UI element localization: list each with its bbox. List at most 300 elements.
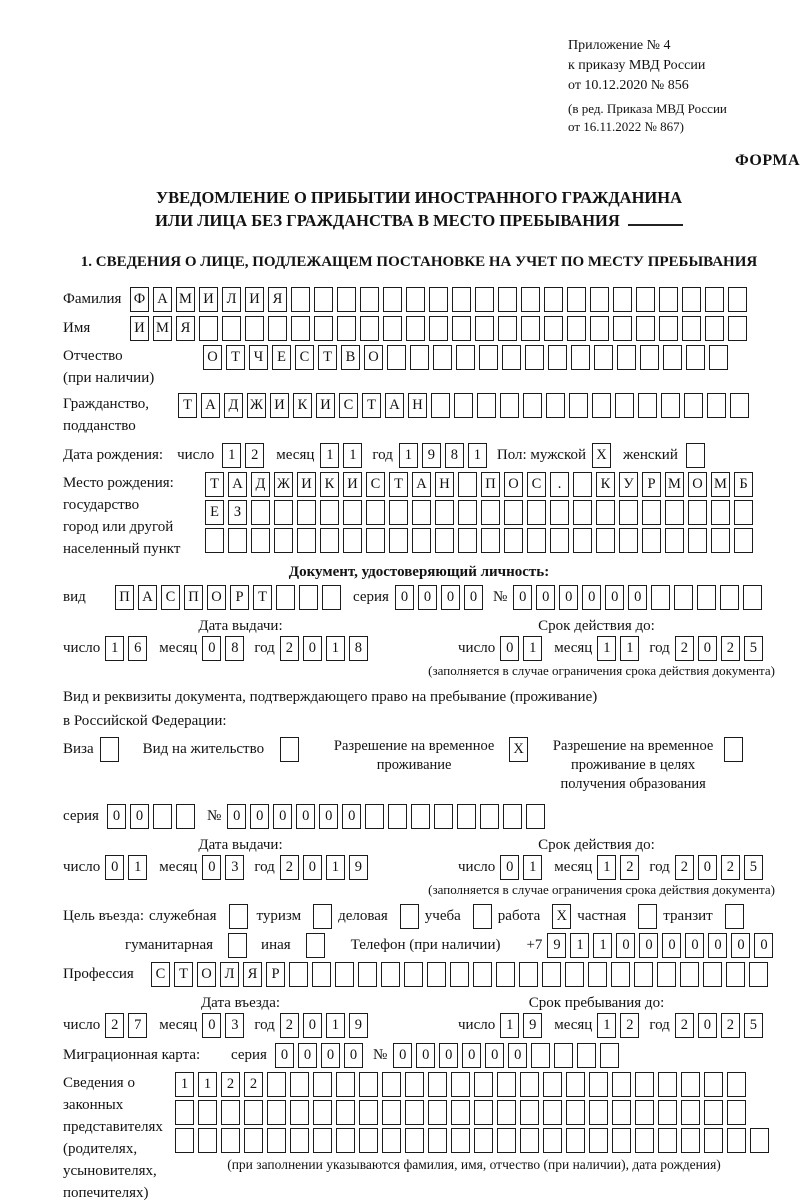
form-cell[interactable]: Ф	[130, 287, 149, 312]
form-cell[interactable]: А	[385, 393, 404, 418]
form-cell[interactable]: 0	[698, 1013, 717, 1038]
form-cell[interactable]	[458, 500, 477, 525]
form-cell[interactable]	[498, 316, 517, 341]
form-cell[interactable]	[297, 500, 316, 525]
form-cell[interactable]: 0	[485, 1043, 504, 1068]
form-cell[interactable]	[479, 345, 498, 370]
form-cell[interactable]	[550, 500, 569, 525]
form-cell[interactable]: Л	[220, 962, 239, 987]
form-cell[interactable]	[665, 528, 684, 553]
form-cell[interactable]: 0	[439, 1043, 458, 1068]
form-cell[interactable]	[320, 500, 339, 525]
form-cell[interactable]: О	[364, 345, 383, 370]
form-cell[interactable]	[635, 1072, 654, 1097]
form-cell[interactable]: 0	[754, 933, 773, 958]
form-cell[interactable]	[619, 528, 638, 553]
form-cell[interactable]	[474, 1128, 493, 1153]
form-cell[interactable]	[222, 316, 241, 341]
form-cell[interactable]: 1	[175, 1072, 194, 1097]
form-cell[interactable]	[475, 316, 494, 341]
form-cell[interactable]	[665, 500, 684, 525]
form-cell[interactable]	[734, 528, 753, 553]
form-cell[interactable]: 1	[320, 443, 339, 468]
form-cell[interactable]: 5	[744, 855, 763, 880]
form-cell[interactable]	[458, 472, 477, 497]
form-cell[interactable]	[688, 500, 707, 525]
form-cell[interactable]	[359, 1072, 378, 1097]
form-cell[interactable]: 9	[349, 1013, 368, 1038]
form-cell[interactable]: 1	[468, 443, 487, 468]
form-cell[interactable]	[411, 804, 430, 829]
form-cell[interactable]	[221, 1128, 240, 1153]
form-cell[interactable]: 2	[280, 636, 299, 661]
form-cell[interactable]: 2	[721, 636, 740, 661]
form-cell[interactable]	[452, 287, 471, 312]
form-cell[interactable]	[428, 1100, 447, 1125]
form-cell[interactable]: 2	[280, 1013, 299, 1038]
form-cell[interactable]	[290, 1128, 309, 1153]
form-cell[interactable]	[526, 804, 545, 829]
form-cell[interactable]	[454, 393, 473, 418]
form-cell[interactable]: 8	[225, 636, 244, 661]
checkbox-male[interactable]: X	[592, 443, 611, 468]
form-cell[interactable]	[451, 1072, 470, 1097]
form-cell[interactable]: 1	[523, 855, 542, 880]
form-cell[interactable]	[651, 585, 670, 610]
form-cell[interactable]	[566, 1128, 585, 1153]
form-cell[interactable]: 9	[547, 933, 566, 958]
form-cell[interactable]	[707, 393, 726, 418]
form-cell[interactable]	[504, 528, 523, 553]
form-cell[interactable]	[523, 393, 542, 418]
form-cell[interactable]	[657, 962, 676, 987]
form-cell[interactable]: 0	[662, 933, 681, 958]
form-cell[interactable]	[638, 393, 657, 418]
form-cell[interactable]	[589, 1072, 608, 1097]
form-cell[interactable]	[543, 1128, 562, 1153]
form-cell[interactable]	[498, 287, 517, 312]
form-cell[interactable]	[734, 500, 753, 525]
form-cell[interactable]	[589, 1100, 608, 1125]
form-cell[interactable]	[711, 528, 730, 553]
form-cell[interactable]	[429, 316, 448, 341]
form-cell[interactable]	[336, 1072, 355, 1097]
form-cell[interactable]	[571, 345, 590, 370]
checkbox-visa[interactable]	[100, 737, 119, 762]
form-cell[interactable]	[175, 1128, 194, 1153]
form-cell[interactable]	[198, 1128, 217, 1153]
form-cell[interactable]	[704, 1128, 723, 1153]
form-cell[interactable]: 0	[582, 585, 601, 610]
form-cell[interactable]	[205, 528, 224, 553]
form-cell[interactable]	[480, 804, 499, 829]
form-cell[interactable]	[343, 528, 362, 553]
form-cell[interactable]: И	[130, 316, 149, 341]
form-cell[interactable]	[596, 528, 615, 553]
form-cell[interactable]	[313, 1072, 332, 1097]
form-cell[interactable]	[389, 500, 408, 525]
form-cell[interactable]: Т	[178, 393, 197, 418]
form-cell[interactable]: Р	[642, 472, 661, 497]
form-cell[interactable]	[314, 287, 333, 312]
form-cell[interactable]	[554, 1043, 573, 1068]
form-cell[interactable]: 1	[597, 636, 616, 661]
form-cell[interactable]	[617, 345, 636, 370]
form-cell[interactable]: 9	[523, 1013, 542, 1038]
form-cell[interactable]	[704, 1100, 723, 1125]
form-cell[interactable]	[730, 393, 749, 418]
checkbox-residence-permit[interactable]	[280, 737, 299, 762]
form-cell[interactable]	[474, 1100, 493, 1125]
form-cell[interactable]	[320, 528, 339, 553]
form-cell[interactable]: 1	[222, 443, 241, 468]
form-cell[interactable]: 1	[105, 636, 124, 661]
form-cell[interactable]	[290, 1072, 309, 1097]
form-cell[interactable]	[544, 316, 563, 341]
form-cell[interactable]: 2	[675, 855, 694, 880]
form-cell[interactable]	[481, 528, 500, 553]
form-cell[interactable]	[566, 1072, 585, 1097]
form-cell[interactable]	[527, 500, 546, 525]
form-cell[interactable]	[520, 1072, 539, 1097]
form-cell[interactable]	[382, 1128, 401, 1153]
form-cell[interactable]: 0	[107, 804, 126, 829]
form-cell[interactable]: Д	[251, 472, 270, 497]
form-cell[interactable]	[313, 1100, 332, 1125]
form-cell[interactable]	[336, 1128, 355, 1153]
form-cell[interactable]	[274, 500, 293, 525]
form-cell[interactable]: И	[270, 393, 289, 418]
form-cell[interactable]	[451, 1100, 470, 1125]
form-cell[interactable]	[550, 528, 569, 553]
form-cell[interactable]: А	[228, 472, 247, 497]
form-cell[interactable]	[504, 500, 523, 525]
form-cell[interactable]: 1	[326, 636, 345, 661]
form-cell[interactable]: 0	[303, 1013, 322, 1038]
form-cell[interactable]: 2	[105, 1013, 124, 1038]
form-cell[interactable]	[573, 500, 592, 525]
form-cell[interactable]: 0	[202, 636, 221, 661]
form-cell[interactable]: Т	[318, 345, 337, 370]
form-cell[interactable]	[642, 528, 661, 553]
form-cell[interactable]: И	[199, 287, 218, 312]
form-cell[interactable]	[477, 393, 496, 418]
form-cell[interactable]	[175, 1100, 194, 1125]
form-cell[interactable]	[686, 345, 705, 370]
form-cell[interactable]	[543, 1072, 562, 1097]
form-cell[interactable]: 0	[275, 1043, 294, 1068]
form-cell[interactable]	[336, 1100, 355, 1125]
form-cell[interactable]	[727, 1072, 746, 1097]
form-cell[interactable]: 0	[462, 1043, 481, 1068]
form-cell[interactable]	[726, 962, 745, 987]
form-cell[interactable]	[313, 1128, 332, 1153]
form-cell[interactable]	[566, 1100, 585, 1125]
form-cell[interactable]	[267, 1072, 286, 1097]
form-cell[interactable]: Т	[174, 962, 193, 987]
form-cell[interactable]	[548, 345, 567, 370]
form-cell[interactable]: 0	[273, 804, 292, 829]
form-cell[interactable]	[681, 1072, 700, 1097]
form-cell[interactable]	[704, 1072, 723, 1097]
form-cell[interactable]: 0	[202, 855, 221, 880]
form-cell[interactable]	[450, 962, 469, 987]
form-cell[interactable]	[589, 1128, 608, 1153]
form-cell[interactable]	[500, 393, 519, 418]
form-cell[interactable]: Ж	[247, 393, 266, 418]
form-cell[interactable]	[431, 393, 450, 418]
form-cell[interactable]: И	[245, 287, 264, 312]
form-cell[interactable]: 0	[500, 636, 519, 661]
form-cell[interactable]: 0	[227, 804, 246, 829]
form-cell[interactable]	[611, 962, 630, 987]
form-cell[interactable]	[451, 1128, 470, 1153]
form-cell[interactable]	[743, 585, 762, 610]
form-cell[interactable]: 0	[416, 1043, 435, 1068]
form-cell[interactable]: С	[366, 472, 385, 497]
form-cell[interactable]: П	[184, 585, 203, 610]
form-cell[interactable]: О	[207, 585, 226, 610]
form-cell[interactable]: 0	[464, 585, 483, 610]
form-cell[interactable]	[289, 962, 308, 987]
form-cell[interactable]	[661, 393, 680, 418]
form-cell[interactable]: 3	[225, 855, 244, 880]
form-cell[interactable]: З	[228, 500, 247, 525]
form-cell[interactable]: 5	[744, 636, 763, 661]
form-cell[interactable]	[267, 1100, 286, 1125]
form-cell[interactable]	[619, 500, 638, 525]
form-cell[interactable]: 2	[675, 1013, 694, 1038]
form-cell[interactable]	[613, 287, 632, 312]
form-cell[interactable]: С	[295, 345, 314, 370]
form-cell[interactable]	[636, 316, 655, 341]
form-cell[interactable]: 0	[616, 933, 635, 958]
form-cell[interactable]: Т	[253, 585, 272, 610]
form-cell[interactable]: 0	[296, 804, 315, 829]
checkbox-transit[interactable]	[725, 904, 744, 929]
form-cell[interactable]	[727, 1100, 746, 1125]
form-cell[interactable]: 0	[628, 585, 647, 610]
checkbox-other[interactable]	[306, 933, 325, 958]
form-cell[interactable]	[343, 500, 362, 525]
form-cell[interactable]	[359, 1100, 378, 1125]
form-cell[interactable]: С	[339, 393, 358, 418]
form-cell[interactable]	[497, 1128, 516, 1153]
form-cell[interactable]	[502, 345, 521, 370]
form-cell[interactable]	[456, 345, 475, 370]
form-cell[interactable]	[703, 962, 722, 987]
form-cell[interactable]: Н	[408, 393, 427, 418]
form-cell[interactable]	[406, 316, 425, 341]
form-cell[interactable]: 0	[508, 1043, 527, 1068]
form-cell[interactable]	[335, 962, 354, 987]
form-cell[interactable]	[705, 316, 724, 341]
form-cell[interactable]: 0	[250, 804, 269, 829]
form-cell[interactable]: У	[619, 472, 638, 497]
checkbox-temp-residence[interactable]: X	[509, 737, 528, 762]
form-cell[interactable]	[382, 1072, 401, 1097]
form-cell[interactable]: Т	[226, 345, 245, 370]
form-cell[interactable]	[274, 528, 293, 553]
form-cell[interactable]: М	[153, 316, 172, 341]
form-cell[interactable]	[659, 287, 678, 312]
form-cell[interactable]: И	[343, 472, 362, 497]
form-cell[interactable]	[590, 287, 609, 312]
form-cell[interactable]: 0	[685, 933, 704, 958]
form-cell[interactable]: .	[550, 472, 569, 497]
checkbox-female[interactable]	[686, 443, 705, 468]
form-cell[interactable]: К	[320, 472, 339, 497]
form-cell[interactable]: 0	[441, 585, 460, 610]
form-cell[interactable]: Е	[272, 345, 291, 370]
form-cell[interactable]: 0	[344, 1043, 363, 1068]
form-cell[interactable]: 1	[500, 1013, 519, 1038]
form-cell[interactable]	[299, 585, 318, 610]
form-cell[interactable]	[565, 962, 584, 987]
form-cell[interactable]: Д	[224, 393, 243, 418]
form-cell[interactable]: О	[504, 472, 523, 497]
form-cell[interactable]	[245, 316, 264, 341]
form-cell[interactable]	[251, 528, 270, 553]
form-cell[interactable]	[634, 962, 653, 987]
form-cell[interactable]	[322, 585, 341, 610]
form-cell[interactable]	[727, 1128, 746, 1153]
form-cell[interactable]: 0	[708, 933, 727, 958]
form-cell[interactable]	[276, 585, 295, 610]
form-cell[interactable]	[728, 316, 747, 341]
form-cell[interactable]	[382, 1100, 401, 1125]
form-cell[interactable]	[434, 804, 453, 829]
form-cell[interactable]: Т	[205, 472, 224, 497]
form-cell[interactable]: А	[412, 472, 431, 497]
form-cell[interactable]	[410, 345, 429, 370]
form-cell[interactable]	[404, 962, 423, 987]
form-cell[interactable]	[221, 1100, 240, 1125]
form-cell[interactable]: В	[341, 345, 360, 370]
form-cell[interactable]: 0	[500, 855, 519, 880]
form-cell[interactable]	[594, 345, 613, 370]
form-cell[interactable]	[682, 287, 701, 312]
form-cell[interactable]	[291, 316, 310, 341]
form-cell[interactable]	[435, 528, 454, 553]
form-cell[interactable]	[314, 316, 333, 341]
form-cell[interactable]	[546, 393, 565, 418]
form-cell[interactable]: 1	[593, 933, 612, 958]
form-cell[interactable]	[588, 962, 607, 987]
form-cell[interactable]	[521, 316, 540, 341]
form-cell[interactable]	[680, 962, 699, 987]
form-cell[interactable]	[312, 962, 331, 987]
form-cell[interactable]: 7	[128, 1013, 147, 1038]
form-cell[interactable]	[366, 528, 385, 553]
form-cell[interactable]: 0	[342, 804, 361, 829]
form-cell[interactable]	[381, 962, 400, 987]
checkbox-temp-residence-education[interactable]	[724, 737, 743, 762]
form-cell[interactable]	[525, 345, 544, 370]
form-cell[interactable]	[360, 316, 379, 341]
form-cell[interactable]	[405, 1128, 424, 1153]
form-cell[interactable]: 0	[731, 933, 750, 958]
form-cell[interactable]: 2	[244, 1072, 263, 1097]
form-cell[interactable]	[244, 1128, 263, 1153]
form-cell[interactable]: 8	[349, 636, 368, 661]
form-cell[interactable]	[612, 1072, 631, 1097]
form-cell[interactable]	[596, 500, 615, 525]
form-cell[interactable]	[543, 1100, 562, 1125]
form-cell[interactable]	[474, 1072, 493, 1097]
form-cell[interactable]: Ж	[274, 472, 293, 497]
form-cell[interactable]: А	[201, 393, 220, 418]
form-cell[interactable]	[720, 585, 739, 610]
form-cell[interactable]	[457, 804, 476, 829]
form-cell[interactable]: 0	[130, 804, 149, 829]
form-cell[interactable]: 2	[245, 443, 264, 468]
form-cell[interactable]: 1	[570, 933, 589, 958]
form-cell[interactable]	[388, 804, 407, 829]
form-cell[interactable]	[681, 1128, 700, 1153]
form-cell[interactable]	[497, 1072, 516, 1097]
form-cell[interactable]	[573, 528, 592, 553]
form-cell[interactable]	[592, 393, 611, 418]
form-cell[interactable]	[427, 962, 446, 987]
form-cell[interactable]: 2	[280, 855, 299, 880]
form-cell[interactable]: О	[197, 962, 216, 987]
form-cell[interactable]: О	[688, 472, 707, 497]
form-cell[interactable]	[615, 393, 634, 418]
form-cell[interactable]	[567, 316, 586, 341]
form-cell[interactable]	[405, 1100, 424, 1125]
form-cell[interactable]	[521, 287, 540, 312]
form-cell[interactable]	[387, 345, 406, 370]
form-cell[interactable]	[658, 1072, 677, 1097]
form-cell[interactable]: 0	[202, 1013, 221, 1038]
form-cell[interactable]: 0	[513, 585, 532, 610]
form-cell[interactable]: 1	[399, 443, 418, 468]
form-cell[interactable]	[527, 528, 546, 553]
form-cell[interactable]: 0	[605, 585, 624, 610]
form-cell[interactable]	[433, 345, 452, 370]
form-cell[interactable]	[412, 500, 431, 525]
form-cell[interactable]	[496, 962, 515, 987]
form-cell[interactable]: 0	[303, 855, 322, 880]
form-cell[interactable]	[636, 287, 655, 312]
form-cell[interactable]	[705, 287, 724, 312]
form-cell[interactable]: А	[138, 585, 157, 610]
form-cell[interactable]	[198, 1100, 217, 1125]
form-cell[interactable]: 0	[105, 855, 124, 880]
form-cell[interactable]	[728, 287, 747, 312]
form-cell[interactable]: 6	[128, 636, 147, 661]
form-cell[interactable]	[176, 804, 195, 829]
form-cell[interactable]	[658, 1128, 677, 1153]
form-cell[interactable]: 1	[128, 855, 147, 880]
form-cell[interactable]	[659, 316, 678, 341]
form-cell[interactable]	[711, 500, 730, 525]
form-cell[interactable]	[542, 962, 561, 987]
form-cell[interactable]	[613, 316, 632, 341]
form-cell[interactable]: 1	[326, 855, 345, 880]
checkbox-humanitarian[interactable]	[228, 933, 247, 958]
form-cell[interactable]	[544, 287, 563, 312]
form-cell[interactable]: 0	[698, 636, 717, 661]
checkbox-official[interactable]	[229, 904, 248, 929]
checkbox-study[interactable]	[473, 904, 492, 929]
form-cell[interactable]	[267, 1128, 286, 1153]
form-cell[interactable]: 0	[536, 585, 555, 610]
form-cell[interactable]: 0	[395, 585, 414, 610]
form-cell[interactable]: К	[293, 393, 312, 418]
checkbox-business[interactable]	[400, 904, 419, 929]
